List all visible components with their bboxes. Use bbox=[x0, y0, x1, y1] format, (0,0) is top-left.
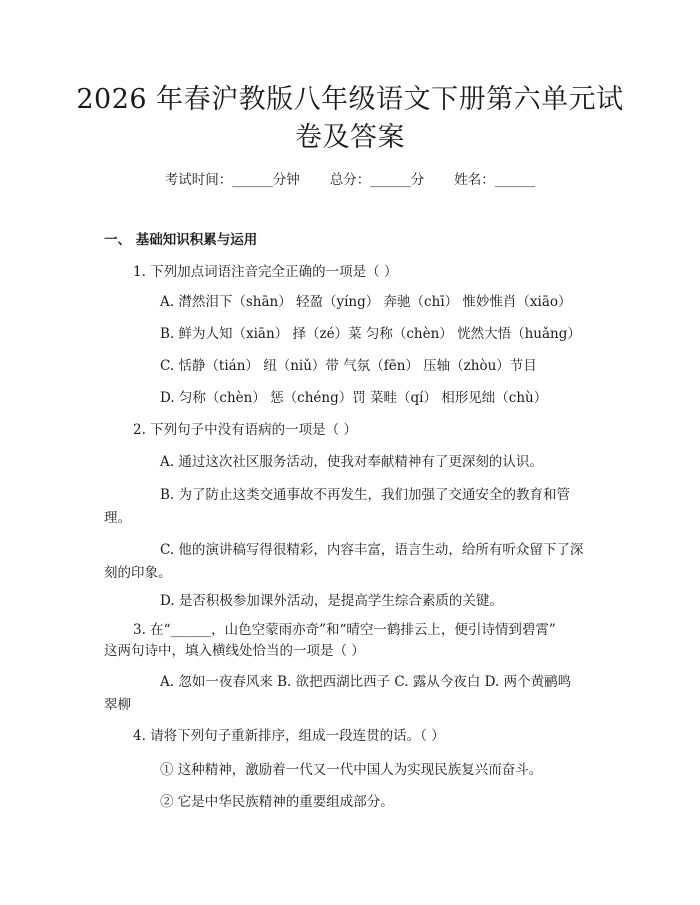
q3-options-line2: 翠柳 bbox=[104, 697, 131, 713]
exam-name: 姓名：______ bbox=[454, 172, 536, 188]
doc-title-line1: 2026 年春沪教版八年级语文下册第六单元试 bbox=[76, 84, 624, 115]
q2-option-d: D. 是否积极参加课外活动，是提高学生综合素质的关键。 bbox=[160, 593, 503, 609]
q1-option-d: D. 匀称（chèn） 惩（chéng）罚 菜畦（qí） 相形见绌（chù） bbox=[160, 390, 548, 406]
q1-option-b: B. 鲜为人知（xiān） 择（zé）菜 匀称（chèn） 恍然大悟（huǎng） bbox=[160, 326, 581, 342]
q3-options-line1: A. 忽如一夜春风来 B. 欲把西湖比西子 C. 露从今夜白 D. 两个黄鹂鸣 bbox=[160, 674, 572, 690]
q4-sentence-1: ① 这种精神，激励着一代又一代中国人为实现民族复兴而奋斗。 bbox=[160, 762, 543, 778]
q3-stem-line1: 3. 在“______，山色空蒙雨亦奇”和“晴空一鹤排云上，便引诗情到碧霄” bbox=[133, 622, 556, 638]
q2-option-c-line1: C. 他的演讲稿写得很精彩，内容丰富，语言生动，给所有听众留下了深 bbox=[160, 542, 584, 558]
q2-option-b-line2: 理。 bbox=[104, 510, 131, 526]
q3-stem-line2: 这两句诗中，填入横线处恰当的一项是（ ） bbox=[104, 643, 365, 659]
doc-title-line2: 卷及答案 bbox=[295, 122, 405, 153]
q1-stem: 1. 下列加点词语注音完全正确的一项是（ ） bbox=[133, 264, 398, 280]
q4-sentence-2: ② 它是中华民族精神的重要组成部分。 bbox=[160, 794, 394, 810]
exam-time: 考试时间：______分钟 bbox=[164, 172, 300, 188]
exam-score: 总分：______分 bbox=[329, 172, 425, 188]
q4-stem: 4. 请将下列句子重新排序，组成一段连贯的话。（ ） bbox=[133, 728, 445, 744]
q2-option-c-line2: 刻的印象。 bbox=[104, 565, 172, 581]
q1-option-c: C. 恬静（tián） 纽（niǔ）带 气氛（fēn） 压轴（zhòu）节目 bbox=[160, 358, 537, 374]
q2-option-a: A. 通过这次社区服务活动，使我对奉献精神有了更深刻的认识。 bbox=[160, 454, 543, 470]
exam-meta bbox=[0, 170, 700, 190]
section-heading: 一、 基础知识积累与运用 bbox=[104, 232, 258, 248]
q2-option-b-line1: B. 为了防止这类交通事故不再发生，我们加强了交通安全的教育和管 bbox=[160, 487, 571, 503]
q1-option-a: A. 潸然泪下（shān） 轻盈（yíng） 奔驰（chī） 惟妙惟肖（xiāo） bbox=[160, 294, 572, 310]
q2-stem: 2. 下列句子中没有语病的一项是（ ） bbox=[133, 422, 357, 438]
